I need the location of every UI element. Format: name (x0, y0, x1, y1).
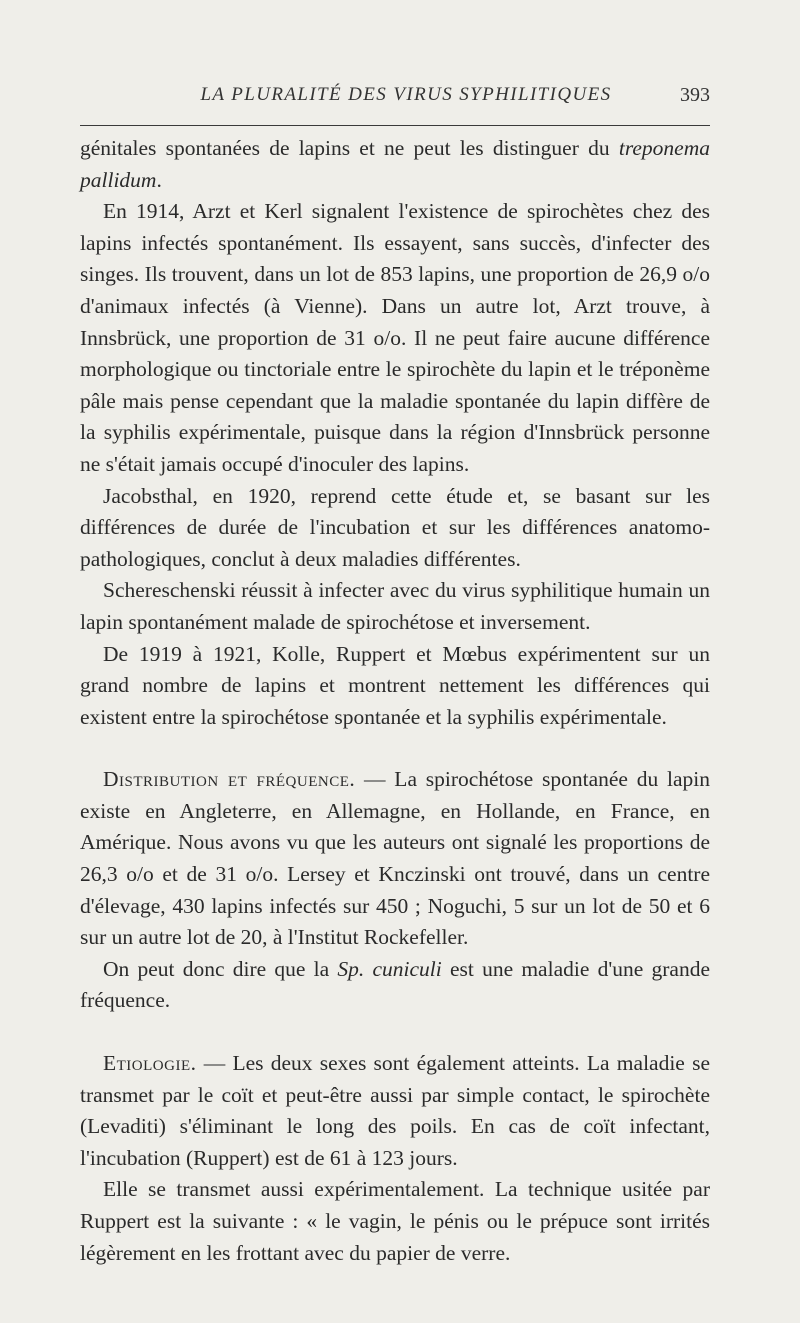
paragraph-jacobsthal: Jacobsthal, en 1920, reprend cette étude et, se basant sur les différences de durée de l'incubation et sur les différences anatomo-pathologiques, conclut à deux maladies différentes. (80, 483, 710, 571)
paragraph-schereschenski: Schereschenski réussit à infecter avec du virus syphilitique humain un lapin spontanément malade de spirochétose et inversement. (80, 578, 710, 634)
paragraph-transmission: Elle se transmet aussi expérimentalement. La technique usitée par Ruppert est la suivante : « le vagin, le pénis ou le prépuce sont irrités légèrement en les frottant avec du papier de verre. (80, 1177, 710, 1265)
section-distribution (80, 764, 710, 954)
paragraph-text: — Les deux sexes sont également atteints. La maladie se transmet par le coït et peut-être aussi par simple contact, le spirochète (Levaditi) s'éliminant le long des poils. En cas de coït infectant, l'incubation (Ruppert) est de 61 à 123 jours. (80, 1051, 710, 1170)
page-header (80, 84, 710, 116)
paragraph-kolle: De 1919 à 1921, Kolle, Ruppert et Mœbus expérimentent sur un grand nombre de lapins et montrent nettement les différences qui existent entre la spirochétose spontanée et la syphilis expérimentale. (80, 641, 710, 729)
page-number: 393 (680, 84, 710, 106)
paragraph-text: . (156, 167, 162, 192)
paragraph-text: est une maladie d'une grande fréquence. (80, 956, 710, 1013)
section-heading: Distribution et fréquence. (103, 767, 356, 792)
paragraph-frequency (80, 954, 710, 1017)
page-body (80, 133, 710, 1269)
section-heading: Etiologie. (103, 1051, 197, 1076)
species-name: treponema pallidum (80, 136, 710, 192)
running-title: LA PLURALITÉ DES VIRUS SYPHILITIQUES (200, 84, 612, 105)
species-name: Sp. cuniculi (337, 956, 442, 981)
paragraph-text: On peut donc dire que la (103, 956, 338, 981)
section-etiologie (80, 1048, 710, 1174)
paragraph-arzt-kerl: En 1914, Arzt et Kerl signalent l'existence de spirochètes chez des lapins infectés spontanément. Ils essayent, sans succès, d'infecter des singes. Ils trouvent, dans un lot de 853 lapins, une proportion de 26,9 o/o d'animaux infectés (à Vienne). Dans un autre lot, Arzt trouve, à Innsbrück, une proportion de 31 o/o. Il ne peut faire aucune différence morphologique ou tinctoriale entre le spirochète du lapin et le tréponème pâle mais pense cependant que la maladie spontanée du lapin diffère de la syphilis expérimentale, puisque dans la région d'Innsbrück personne ne s'était jamais occupé d'inoculer des lapins. (80, 199, 710, 476)
paragraph-text: — La spirochétose spontanée du lapin existe en Angleterre, en Allemagne, en Hollande, en France, en Amérique. Nous avons vu que les auteurs ont signalé les proportions de 26,3 o/o et de 31 o/o. Lersey et Knczinski ont trouvé, dans un centre d'élevage, 430 lapins infectés sur 450 ; Noguchi, 5 sur un lot de 50 et 6 sur un autre lot de 20, à l'Institut Rockefeller. (80, 767, 710, 950)
paragraph-continuation (80, 133, 710, 196)
header-rule (80, 125, 710, 126)
paragraph-text: génitales spontanées de lapins et ne peut les distinguer du (80, 136, 619, 160)
